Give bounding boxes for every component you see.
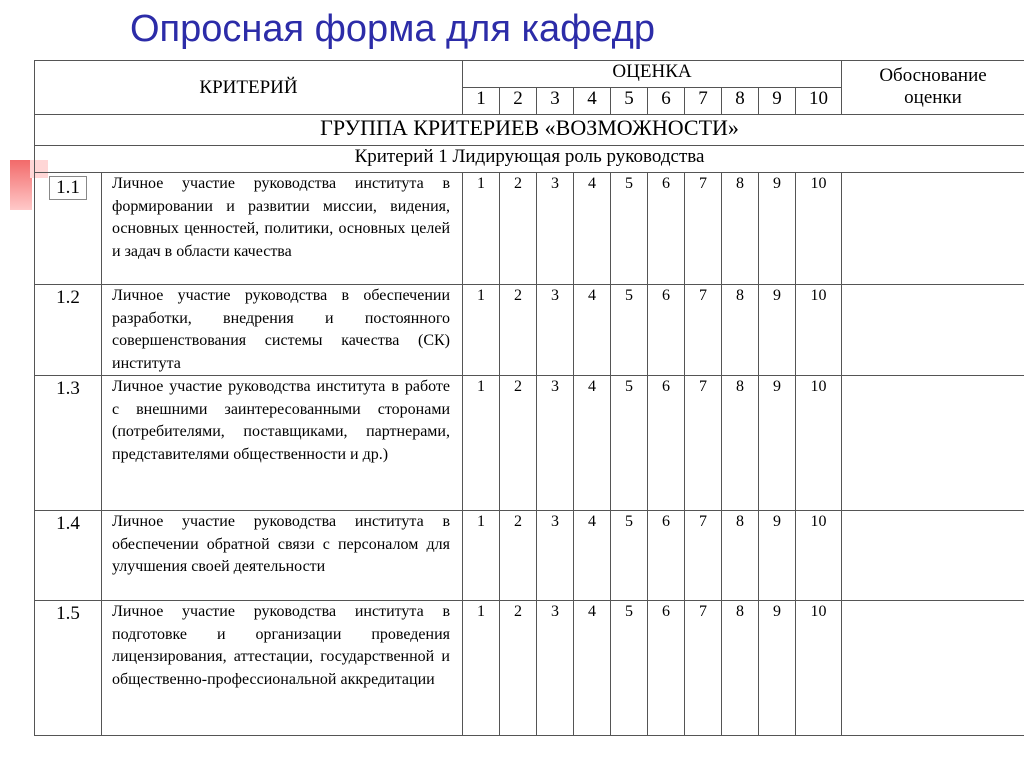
score-option[interactable]: 8 (722, 285, 759, 376)
score-option[interactable]: 3 (537, 601, 574, 736)
item-description: Личное участие руководства института в обеспечении обратной связи с персоналом для улучшения своей деятельности (102, 511, 463, 601)
score-option[interactable]: 10 (796, 376, 842, 511)
score-option[interactable]: 8 (722, 173, 759, 285)
score-option[interactable]: 10 (796, 601, 842, 736)
score-header: ОЦЕНКА (463, 61, 842, 88)
score-option[interactable]: 5 (611, 601, 648, 736)
score-option[interactable]: 5 (611, 376, 648, 511)
score-option[interactable]: 7 (685, 376, 722, 511)
score-option[interactable]: 4 (574, 601, 611, 736)
justification-header-line1: Обоснование (879, 65, 987, 86)
group-title: ГРУППА КРИТЕРИЕВ «ВОЗМОЖНОСТИ» (35, 115, 1024, 146)
scale-number: 7 (685, 88, 722, 115)
score-option[interactable]: 1 (463, 285, 500, 376)
score-option[interactable]: 1 (463, 173, 500, 285)
score-option[interactable]: 2 (500, 511, 537, 601)
score-option[interactable]: 6 (648, 173, 685, 285)
item-number-cell (35, 376, 102, 511)
score-option[interactable]: 8 (722, 601, 759, 736)
item-description: Личное участие руководства института в подготовке и организации проведения лицензирования, аттестации, государственной и общественно-профессиональной аккредитации (102, 601, 463, 736)
score-option[interactable]: 7 (685, 285, 722, 376)
scale-number: 4 (574, 88, 611, 115)
scale-number: 5 (611, 88, 648, 115)
score-option[interactable]: 10 (796, 173, 842, 285)
score-option[interactable]: 6 (648, 601, 685, 736)
score-option[interactable]: 3 (537, 285, 574, 376)
score-option[interactable]: 2 (500, 601, 537, 736)
score-option[interactable]: 7 (685, 601, 722, 736)
score-option[interactable]: 10 (796, 511, 842, 601)
justification-header (842, 61, 1024, 115)
score-option[interactable]: 4 (574, 511, 611, 601)
score-option[interactable]: 9 (759, 601, 796, 736)
justification-cell[interactable] (842, 285, 1024, 376)
item-description: Личное участие руководства института в формировании и развитии миссии, видения, основных ценностей, политики, основных целей и задач в области качества (102, 173, 463, 285)
scale-number: 2 (500, 88, 537, 115)
criterion-row (35, 285, 1024, 376)
item-number-cell (35, 601, 102, 736)
score-option[interactable]: 4 (574, 173, 611, 285)
score-option[interactable]: 3 (537, 376, 574, 511)
item-number: 1.5 (56, 603, 80, 624)
score-option[interactable]: 6 (648, 285, 685, 376)
score-option[interactable]: 8 (722, 376, 759, 511)
scale-number: 3 (537, 88, 574, 115)
score-option[interactable]: 3 (537, 511, 574, 601)
item-number: 1.4 (56, 513, 80, 534)
score-option[interactable]: 5 (611, 173, 648, 285)
score-option[interactable]: 4 (574, 285, 611, 376)
decorative-accent (10, 160, 32, 210)
criterion-header: КРИТЕРИЙ (35, 61, 463, 115)
score-option[interactable]: 10 (796, 285, 842, 376)
score-option[interactable]: 9 (759, 376, 796, 511)
score-option[interactable]: 5 (611, 511, 648, 601)
justification-header-line2: оценки (904, 87, 962, 108)
score-option[interactable]: 5 (611, 285, 648, 376)
score-option[interactable]: 9 (759, 173, 796, 285)
scale-number: 9 (759, 88, 796, 115)
score-option[interactable]: 6 (648, 376, 685, 511)
item-number: 1.1 (49, 176, 87, 200)
score-option[interactable]: 6 (648, 511, 685, 601)
score-option[interactable]: 8 (722, 511, 759, 601)
score-option[interactable]: 3 (537, 173, 574, 285)
score-option[interactable]: 2 (500, 173, 537, 285)
score-option[interactable]: 4 (574, 376, 611, 511)
score-option[interactable]: 7 (685, 511, 722, 601)
score-option[interactable]: 2 (500, 285, 537, 376)
item-number-cell (35, 511, 102, 601)
score-option[interactable]: 2 (500, 376, 537, 511)
score-option[interactable]: 7 (685, 173, 722, 285)
scale-number: 1 (463, 88, 500, 115)
item-number: 1.2 (56, 287, 80, 308)
justification-cell[interactable] (842, 173, 1024, 285)
criterion-row (35, 173, 1024, 285)
criterion-row (35, 511, 1024, 601)
item-description: Личное участие руководства института в работе с внешними заинтересованными сторонами (потребителями, поставщиками, партнерами, представителями общественности и др.) (102, 376, 463, 511)
score-option[interactable]: 1 (463, 511, 500, 601)
page-title: Опросная форма для кафедр (130, 8, 655, 50)
item-number-cell (35, 173, 102, 285)
criterion-row (35, 601, 1024, 736)
scale-number: 8 (722, 88, 759, 115)
scale-number: 10 (796, 88, 842, 115)
item-number-cell (35, 285, 102, 376)
scale-number: 6 (648, 88, 685, 115)
criterion-title: Критерий 1 Лидирующая роль руководства (35, 146, 1024, 173)
justification-cell[interactable] (842, 511, 1024, 601)
score-option[interactable]: 1 (463, 376, 500, 511)
criterion-row (35, 376, 1024, 511)
item-description: Личное участие руководства в обеспечении разработки, внедрения и постоянного совершенствования системы качества (СК) института (102, 285, 463, 376)
justification-cell[interactable] (842, 376, 1024, 511)
item-number: 1.3 (56, 378, 80, 399)
score-option[interactable]: 1 (463, 601, 500, 736)
justification-cell[interactable] (842, 601, 1024, 736)
survey-table (34, 60, 1024, 736)
score-option[interactable]: 9 (759, 285, 796, 376)
score-option[interactable]: 9 (759, 511, 796, 601)
